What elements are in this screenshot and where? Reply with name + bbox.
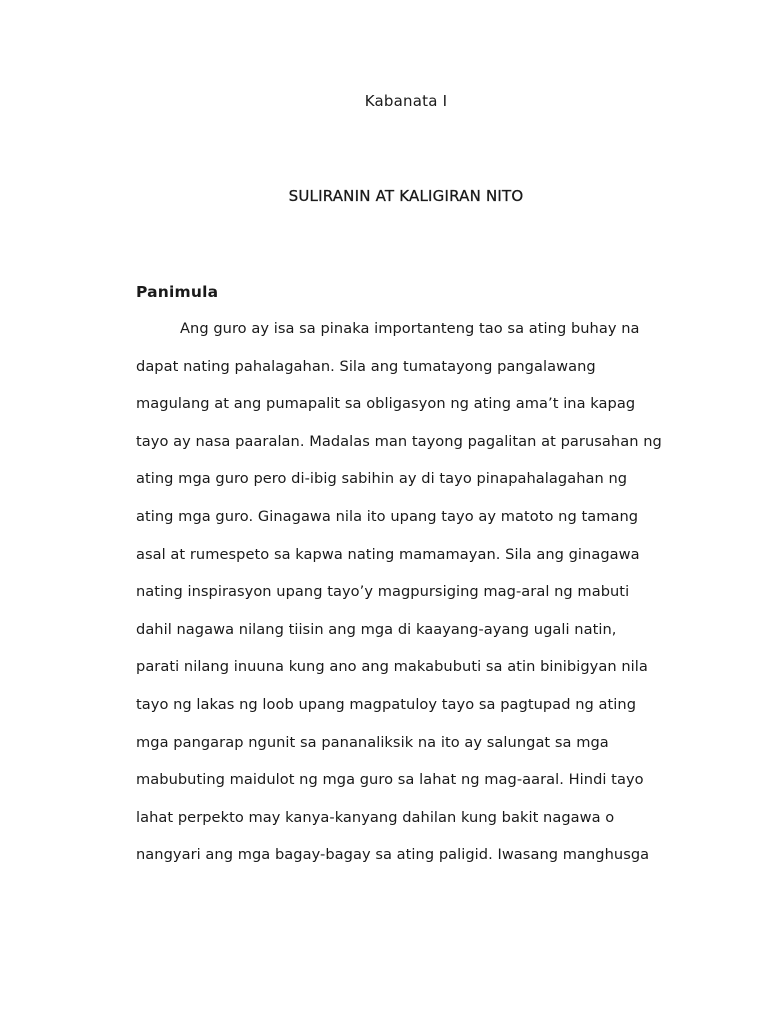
paragraph-line: lahat perpekto may kanya-kanyang dahilan kung bakit nagawa o [136, 808, 615, 826]
body-text [136, 318, 696, 882]
paragraph-line: nangyari ang mga bagay-bagay sa ating paligid. Iwasang manghusga [136, 846, 650, 864]
paragraph-line: ating mga guro pero di-ibig sabihin ay di tayo pinapahalagahan ng [136, 470, 628, 488]
chapter-title: SULIRANIN AT KALIGIRAN NITO [288, 187, 524, 205]
paragraph-line: mga pangarap ngunit sa pananaliksik na ito ay salungat sa mga [136, 733, 609, 751]
paragraph-line: nating inspirasyon upang tayo’y magpursiging mag-aral ng mabuti [136, 583, 630, 601]
paragraph-line: parati nilang inuuna kung ano ang makabubuti sa atin binibigyan nila [136, 658, 648, 676]
paragraph-line: ating mga guro. Ginagawa nila ito upang tayo ay matoto ng tamang [136, 507, 639, 525]
paragraph-line: dapat nating pahalagahan. Sila ang tumatayong pangalawang [136, 357, 596, 375]
paragraph-line: mabubuting maidulot ng mga guro sa lahat ng mag-aaral. Hindi tayo [136, 771, 644, 789]
paragraph-line: asal at rumespeto sa kapwa nating mamamayan. Sila ang ginagawa [136, 545, 640, 563]
paragraph-line: magulang at ang pumapalit sa obligasyon ng ating ama’t ina kapag [136, 395, 636, 413]
paragraph-line: tayo ng lakas ng loob upang magpatuloy tayo sa pagtupad ng ating [136, 695, 637, 713]
section-heading: Panimula [136, 283, 219, 301]
chapter-heading: Kabanata I [364, 92, 448, 110]
paragraph-line: Ang guro ay isa sa pinaka importanteng tao sa ating buhay na [180, 320, 640, 337]
paragraph-line: dahil nagawa nilang tiisin ang mga di kaayang-ayang ugali natin, [136, 620, 617, 638]
paragraph-line: tayo ay nasa paaralan. Madalas man tayong pagalitan at parusahan ng [136, 432, 662, 450]
